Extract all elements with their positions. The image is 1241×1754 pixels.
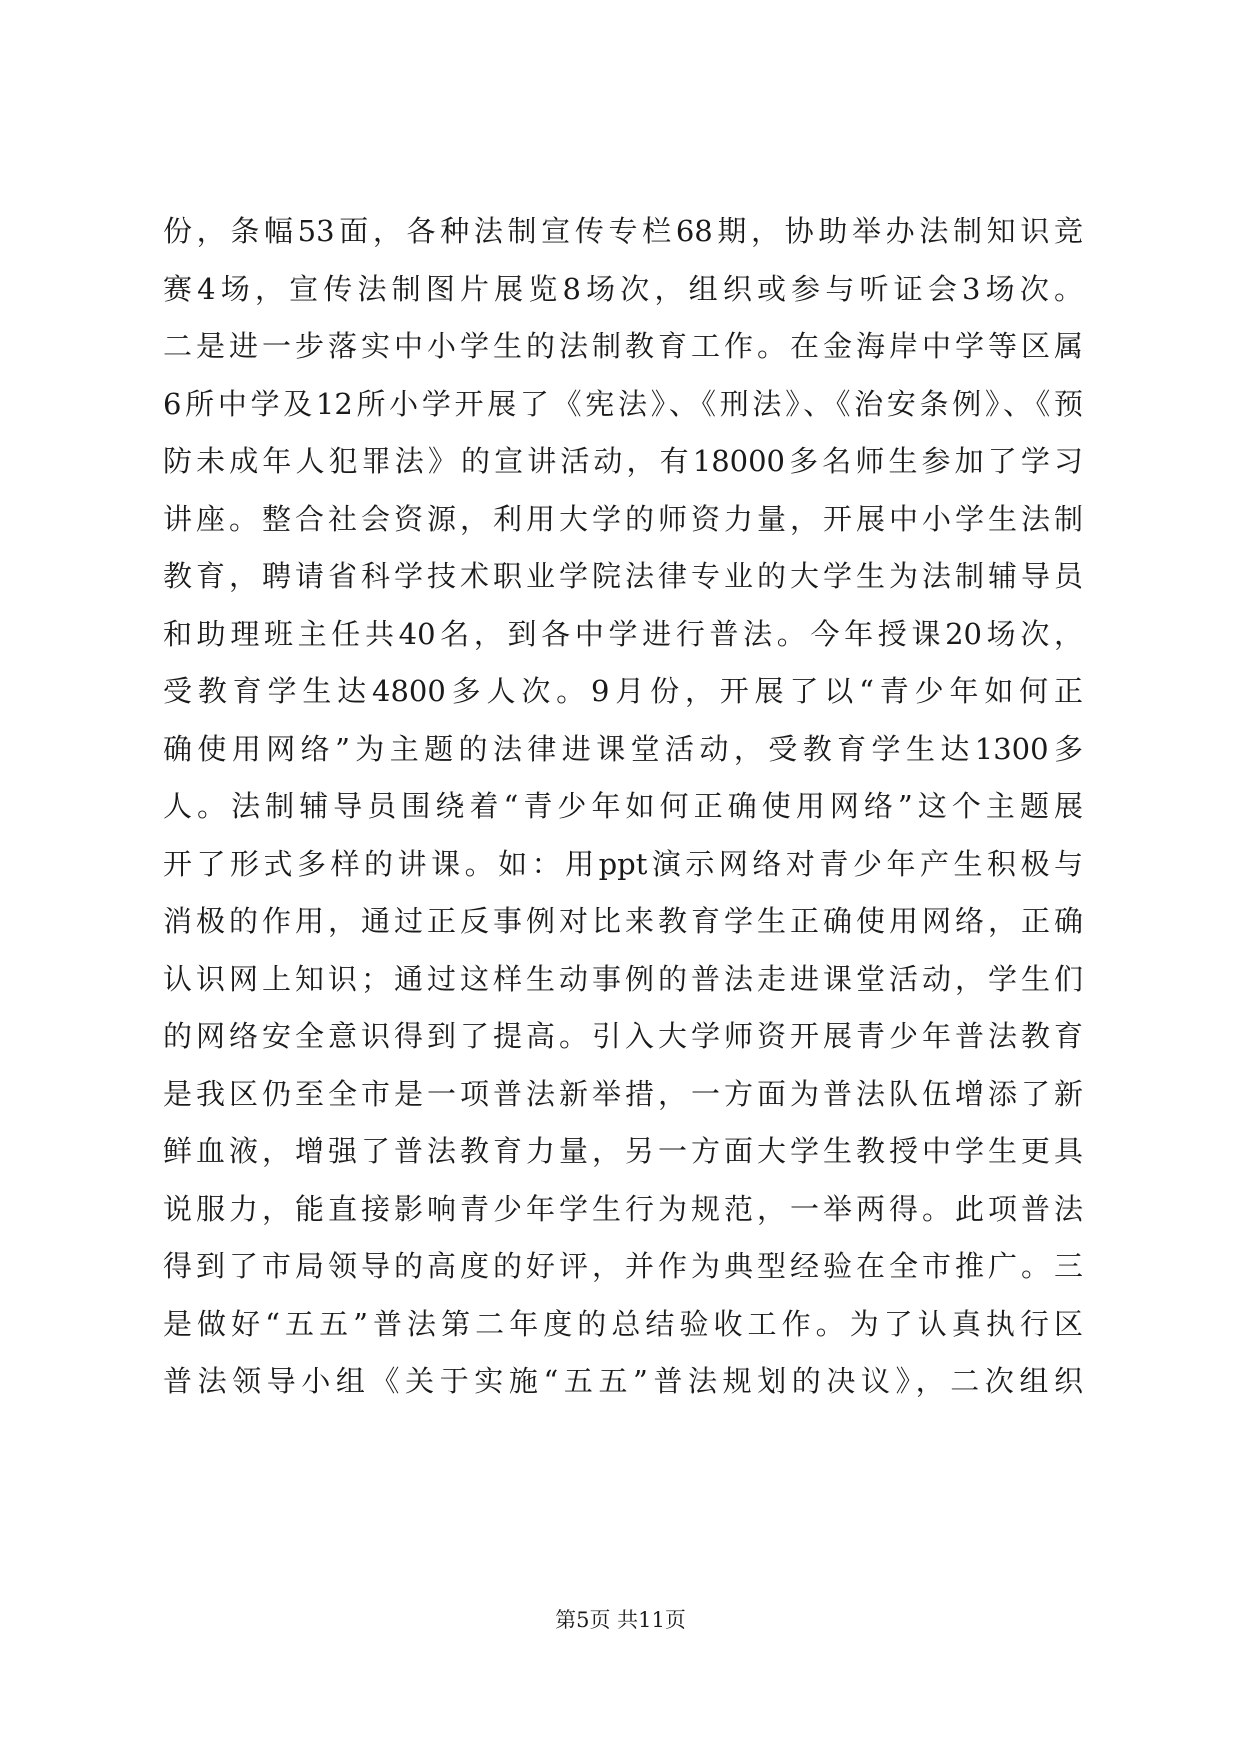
text-line: 确使用网络”为主题的法律进课堂活动，受教育学生达1300多 [163, 731, 1083, 766]
text-line: 受教育学生达4800多人次。9月份，开展了以“青少年如何正 [163, 674, 1083, 708]
page-number-footer: 第5页 共11页 [555, 1608, 686, 1632]
text-line: 赛4场，宣传法制图片展览8场次，组织或参与听证会3场次。 [163, 271, 1083, 306]
text-line: 和助理班主任共40名，到各中学进行普法。今年授课20场次， [163, 616, 1083, 651]
text-line: 开了形式多样的讲课。如：用ppt演示网络对青少年产生积极与 [163, 846, 1083, 881]
text-line: 是做好“五五”普法第二年度的总结验收工作。为了认真执行区 [163, 1306, 1083, 1341]
text-line: 的网络安全意识得到了提高。引入大学师资开展青少年普法教育 [163, 1019, 1083, 1053]
text-line: 得到了市局领导的高度的好评，并作为典型经验在全市推广。三 [163, 1249, 1083, 1283]
text-line: 鲜血液，增强了普法教育力量，另一方面大学生教授中学生更具 [163, 1134, 1083, 1168]
text-line: 说服力，能直接影响青少年学生行为规范，一举两得。此项普法 [163, 1191, 1083, 1226]
text-line: 防未成年人犯罪法》的宣讲活动，有18000多名师生参加了学习 [163, 444, 1083, 478]
body-paragraph [163, 203, 1083, 1411]
text-line: 认识网上知识；通过这样生动事例的普法走进课堂活动，学生们 [163, 961, 1083, 996]
text-line: 教育，聘请省科学技术职业学院法律专业的大学生为法制辅导员 [163, 559, 1083, 593]
text-line: 消极的作用，通过正反事例对比来教育学生正确使用网络，正确 [163, 904, 1083, 938]
text-line: 人。法制辅导员围绕着“青少年如何正确使用网络”这个主题展 [163, 789, 1083, 823]
text-line: 是我区仍至全市是一项普法新举措，一方面为普法队伍增添了新 [163, 1076, 1083, 1111]
text-line: 普法领导小组《关于实施“五五”普法规划的决议》，二次组织 [163, 1364, 1083, 1398]
text-line: 份，条幅53面，各种法制宣传专栏68期，协助举办法制知识竞 [163, 214, 1083, 248]
text-line: 二是进一步落实中小学生的法制教育工作。在金海岸中学等区属 [163, 329, 1083, 363]
text-line: 讲座。整合社会资源，利用大学的师资力量，开展中小学生法制 [163, 501, 1083, 536]
text-line: 6所中学及12所小学开展了《宪法》、《刑法》、《治安条例》、《预 [163, 386, 1083, 421]
